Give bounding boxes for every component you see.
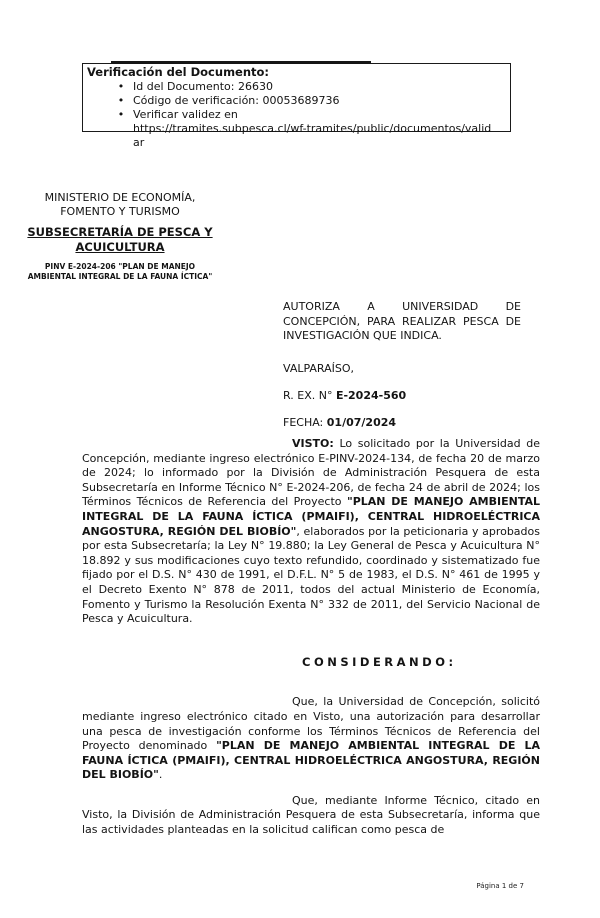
considerando-heading: CONSIDERANDO:: [302, 654, 457, 669]
considerando-paragraph-2: Que, mediante Informe Técnico, citado en Visto, la División de Administración Pesquera de esta Subsecretaría, informa que las actividades planteadas en la solicitud califican como pesca de: [82, 793, 540, 837]
verification-validate-label: Verificar validez en: [133, 108, 238, 121]
city-line: VALPARAÍSO,: [283, 362, 355, 375]
date-value: 01/07/2024: [326, 416, 397, 429]
resolution-number-value: E-2024-560: [335, 389, 407, 402]
letterhead: [22, 191, 218, 282]
verification-url-link[interactable]: https://tramites.subpesca.cl/wf-tramites/public/documentos/valid ar: [133, 122, 492, 149]
date-line: [283, 416, 396, 429]
verification-list: [87, 80, 506, 150]
verification-item-code: • Código de verificación: 00053689736: [87, 94, 506, 108]
project-reference-line1: PINV E-2024-206 "PLAN DE MANEJO: [44, 262, 196, 271]
project-reference-line2: AMBIENTAL INTEGRAL DE LA FAUNA ÍCTICA": [27, 272, 213, 281]
page-number-indicator: Página 1 de 7: [476, 882, 524, 890]
resolution-subject: AUTORIZA A UNIVERSIDAD DE CONCEPCIÓN, PARA REALIZAR PESCA DE INVESTIGACIÓN QUE INDICA.: [283, 300, 521, 342]
bullet-icon: •: [117, 108, 125, 121]
ministry-name-line2: FOMENTO Y TURISMO: [60, 205, 180, 218]
verification-item-validate: [87, 108, 506, 150]
ministry-name-line1: MINISTERIO DE ECONOMÍA,: [44, 191, 196, 204]
resolution-number-label: R. EX. N°: [283, 389, 336, 402]
visto-paragraph: VISTO: Lo solicitado por la Universidad de Concepción, mediante ingreso electrónico E-PINV-2024-134, de fecha 20 de marzo de 2024; lo informado por la División de Administración Pesquera de esta Subsecretaría en Informe Técnico N° E-2024-206, de fecha 24 de abril de 2024; los Términos Técnicos de Referencia del Proyecto "PLAN DE MANEJO AMBIENTAL INTEGRAL DE LA FAUNA ÍCTICA (PMAIFI), CENTRAL HIDROELÉCTRICA ANGOSTURA, REGIÓN DEL BIOBÍO", elaborados por la peticionaria y aprobados por esta Subsecretaría; la Ley N° 19.880; la Ley General de Pesca y Acuicultura N° 18.892 y sus modificaciones cuyo texto refundido, coordinado y sistematizado fue fijado por el D.S. N° 430 de 1991, el D.F.L. N° 5 de 1983, el D.S. N° 461 de 1995 y el Decreto Exento N° 878 de 2011, todos del actual Ministerio de Economía, Fomento y Turismo la Resolución Exenta N° 332 de 2011, del Servicio Nacional de Pesca y Acuicultura.: [82, 437, 540, 626]
subsecretaria-name-line1: SUBSECRETARÍA DE PESCA Y: [27, 225, 213, 239]
date-label: FECHA:: [283, 416, 327, 429]
verification-title: Verificación del Documento:: [87, 65, 270, 79]
resolution-number-line: [283, 389, 406, 402]
verification-box: [82, 63, 511, 149]
bullet-icon: •: [117, 80, 125, 93]
scan-artifact-line: [111, 61, 371, 64]
considerando-paragraph-1: Que, la Universidad de Concepción, solicitó mediante ingreso electrónico citado en Visto, una autorización para desarrollar una pesca de investigación conforme los Términos Técnicos de Referencia del Proyecto denominado "PLAN DE MANEJO AMBIENTAL INTEGRAL DE LA FAUNA ÍCTICA (PMAIFI), CENTRAL HIDROELÉCTRICA ANGOSTURA, REGIÓN DEL BIOBÍO".: [82, 695, 540, 782]
verification-item-document-id: • Id del Documento: 26630: [87, 80, 506, 94]
subsecretaria-name-line2: ACUICULTURA: [75, 239, 165, 254]
resolution-body: [82, 437, 540, 838]
bullet-icon: •: [117, 94, 125, 107]
